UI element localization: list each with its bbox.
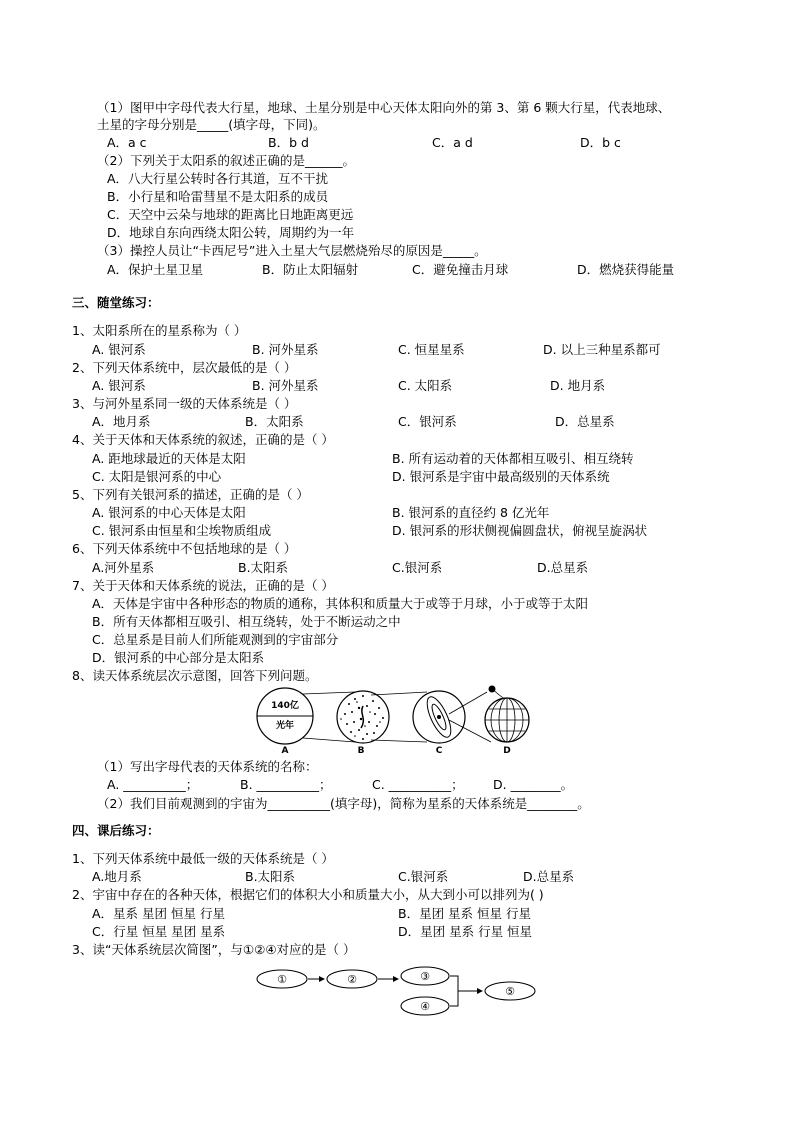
s3-q7-option-b: B．所有天体都相互吸引、相互绕转，处于不断运动之中 bbox=[92, 614, 401, 629]
q3-option-b: B．防止太阳辐射 bbox=[262, 262, 359, 277]
s3-q8-sub1: （1）写出字母代表的天体系统的名称： bbox=[97, 759, 318, 774]
s3-q1-option-a: A. 银河系 bbox=[92, 342, 146, 357]
figure-label-b: B bbox=[357, 746, 365, 756]
q3-option-a: A．保护土星卫星 bbox=[107, 262, 204, 277]
section4-heading: 四、课后练习： bbox=[72, 823, 160, 838]
s4-q1-option-c: C.银河系 bbox=[398, 869, 449, 884]
earth-globe-icon bbox=[485, 698, 529, 742]
s3-q2-stem: 2、下列天体系统中，层次最低的是（ ） bbox=[72, 360, 297, 375]
s3-q8-sub2: （2）我们目前观测到的宇宙为__________(填字母)，简称为星系的天体系统是________。 bbox=[97, 796, 590, 811]
q2-option-d: D．地球自东向西绕太阳公转，周期约为一年 bbox=[107, 225, 355, 240]
s3-q4-stem: 4、关于天体和天体系统的叙述，正确的是（ ） bbox=[72, 432, 334, 447]
s3-q5-option-c: C. 银河系由恒星和尘埃物质组成 bbox=[92, 523, 272, 538]
svg-text:②: ② bbox=[347, 973, 357, 986]
s3-q8-blank-a: A. __________； bbox=[107, 777, 199, 792]
q2-option-a: A．八大行星公转时各行其道，互不干扰 bbox=[107, 171, 329, 186]
s3-q6-option-b: B.太阳系 bbox=[238, 560, 289, 575]
hierarchy-flow-figure bbox=[255, 962, 540, 1020]
s3-q7-option-c: C．总星系是目前人们所能观测到的宇宙部分 bbox=[92, 632, 339, 647]
s3-q2-option-c: C. 太阳系 bbox=[398, 378, 453, 393]
q3-option-d: D．燃烧获得能量 bbox=[577, 262, 675, 277]
q3-option-c: C．避免撞击月球 bbox=[412, 262, 509, 277]
s4-q1-option-a: A.地月系 bbox=[92, 869, 142, 884]
node-1 bbox=[257, 970, 307, 988]
q1-option-c: C．a d bbox=[432, 135, 473, 150]
node-5 bbox=[485, 982, 535, 1000]
svg-text:④: ④ bbox=[420, 1000, 430, 1013]
q2-stem: （2）下列关于太阳系的叙述正确的是______。 bbox=[97, 153, 355, 168]
s3-q6-option-d: D.总星系 bbox=[537, 560, 589, 575]
s3-q5-option-d: D. 银河系的形状侧视偏圆盘状，俯视呈旋涡状 bbox=[392, 523, 648, 538]
figure-text-lightyear: 光年 bbox=[275, 721, 295, 731]
s4-q1-option-b: B.太阳系 bbox=[245, 869, 296, 884]
s3-q7-option-a: A．天体是宇宙中各种形态的物质的通称，其体积和质量大于或等于月球，小于或等于太阳 bbox=[92, 596, 589, 611]
s3-q3-stem: 3、与河外星系同一级的天体系统是（ ） bbox=[72, 396, 297, 411]
s3-q2-option-a: A. 银河系 bbox=[92, 378, 146, 393]
s3-q1-option-c: C. 恒星星系 bbox=[398, 342, 465, 357]
s3-q6-option-c: C.银河系 bbox=[392, 560, 443, 575]
q2-option-c: C．天空中云朵与地球的距离比日地距离更远 bbox=[107, 207, 354, 222]
s3-q6-option-a: A.河外星系 bbox=[92, 560, 155, 575]
s3-q3-option-c: C．银河系 bbox=[398, 414, 457, 429]
s3-q8-blank-c: C. __________； bbox=[372, 777, 464, 792]
node-4 bbox=[401, 997, 449, 1015]
s3-q4-option-c: C. 太阳是银河系的中心 bbox=[92, 469, 222, 484]
s4-q2-option-a: A．星系 星团 恒星 行星 bbox=[92, 906, 225, 921]
q1-option-d: D．b c bbox=[580, 135, 621, 150]
galaxy-cluster-circle bbox=[337, 691, 389, 743]
s3-q1-option-d: D. 以上三种星系都可 bbox=[543, 342, 661, 357]
s3-q7-stem: 7、关于天体和天体系统的说法，正确的是（ ） bbox=[72, 578, 334, 593]
s4-q2-stem: 2、宇宙中存在的各种天体，根据它们的体积大小和质量大小，从大到小可以排列为( ) bbox=[72, 887, 544, 902]
s3-q5-stem: 5、下列有关银河系的描述，正确的是（ ） bbox=[72, 487, 309, 502]
s4-q1-option-d: D.总星系 bbox=[523, 869, 575, 884]
s3-q6-stem: 6、下列天体系统中不包括地球的是（ ） bbox=[72, 541, 297, 556]
q2-option-b: B．小行星和哈雷彗星不是太阳系的成员 bbox=[107, 189, 329, 204]
s3-q8-stem: 8、读天体系统层次示意图，回答下列问题。 bbox=[72, 668, 318, 683]
figure-text-140: 140亿 bbox=[271, 701, 299, 711]
s4-q3-stem: 3、读“天体系统层次简图”，与①②④对应的是（ ） bbox=[72, 942, 356, 957]
s3-q4-option-a: A. 距地球最近的天体是太阳 bbox=[92, 451, 246, 466]
s4-q1-stem: 1、下列天体系统中最低一级的天体系统是（ ） bbox=[72, 851, 334, 866]
figure-label-d: D bbox=[503, 746, 511, 756]
s3-q4-option-b: B. 所有运动着的天体都相互吸引、相互绕转 bbox=[392, 451, 634, 466]
s3-q1-stem: 1、太阳系所在的星系称为（ ） bbox=[72, 323, 247, 338]
celestial-hierarchy-figure bbox=[255, 684, 535, 756]
s3-q1-option-b: B. 河外星系 bbox=[252, 342, 319, 357]
q1-line1: （1）图甲中字母代表大行星，地球、土星分别是中心天体太阳向外的第 3、第 6 颗大行星，代表地球、 bbox=[97, 100, 671, 115]
s3-q2-option-d: D. 地月系 bbox=[550, 378, 606, 393]
s4-q2-option-c: C．行星 恒星 星团 星系 bbox=[92, 924, 226, 939]
node-3 bbox=[401, 967, 449, 985]
s3-q4-option-d: D. 银河系是宇宙中最高级别的天体系统 bbox=[392, 469, 610, 484]
s3-q5-option-b: B. 银河系的直径约 8 亿光年 bbox=[392, 505, 550, 520]
q1-option-b: B．b d bbox=[268, 135, 309, 150]
s3-q2-option-b: B. 河外星系 bbox=[252, 378, 319, 393]
s3-q3-option-a: A．地月系 bbox=[92, 414, 151, 429]
s3-q8-blank-d: D. ________。 bbox=[493, 777, 574, 792]
s4-q2-option-d: D．星团 星系 行星 恒星 bbox=[398, 924, 533, 939]
s4-q2-option-b: B．星团 星系 恒星 行星 bbox=[398, 906, 531, 921]
figure-label-a: A bbox=[281, 746, 289, 756]
q1-option-a: A．a c bbox=[107, 135, 147, 150]
universe-circle bbox=[257, 688, 313, 744]
q1-line2: 土星的字母分别是_____(填字母，下同)。 bbox=[97, 117, 326, 132]
svg-text:⑤: ⑤ bbox=[505, 985, 515, 998]
s3-q3-option-d: D．总星系 bbox=[555, 414, 615, 429]
section3-heading: 三、随堂练习： bbox=[72, 295, 160, 310]
galaxy-disk-circle bbox=[413, 691, 465, 743]
svg-text:①: ① bbox=[277, 973, 287, 986]
svg-text:③: ③ bbox=[420, 970, 430, 983]
s3-q3-option-b: B．太阳系 bbox=[245, 414, 304, 429]
s3-q5-option-a: A. 银河系的中心天体是太阳 bbox=[92, 505, 246, 520]
s3-q8-blank-b: B. __________； bbox=[240, 777, 332, 792]
node-2 bbox=[327, 970, 377, 988]
q3-stem: （3）操控人员让“卡西尼号”进入土星大气层燃烧殆尽的原因是_____。 bbox=[97, 243, 487, 258]
figure-label-c: C bbox=[435, 746, 443, 756]
s3-q7-option-d: D．银河系的中心部分是太阳系 bbox=[92, 650, 265, 665]
